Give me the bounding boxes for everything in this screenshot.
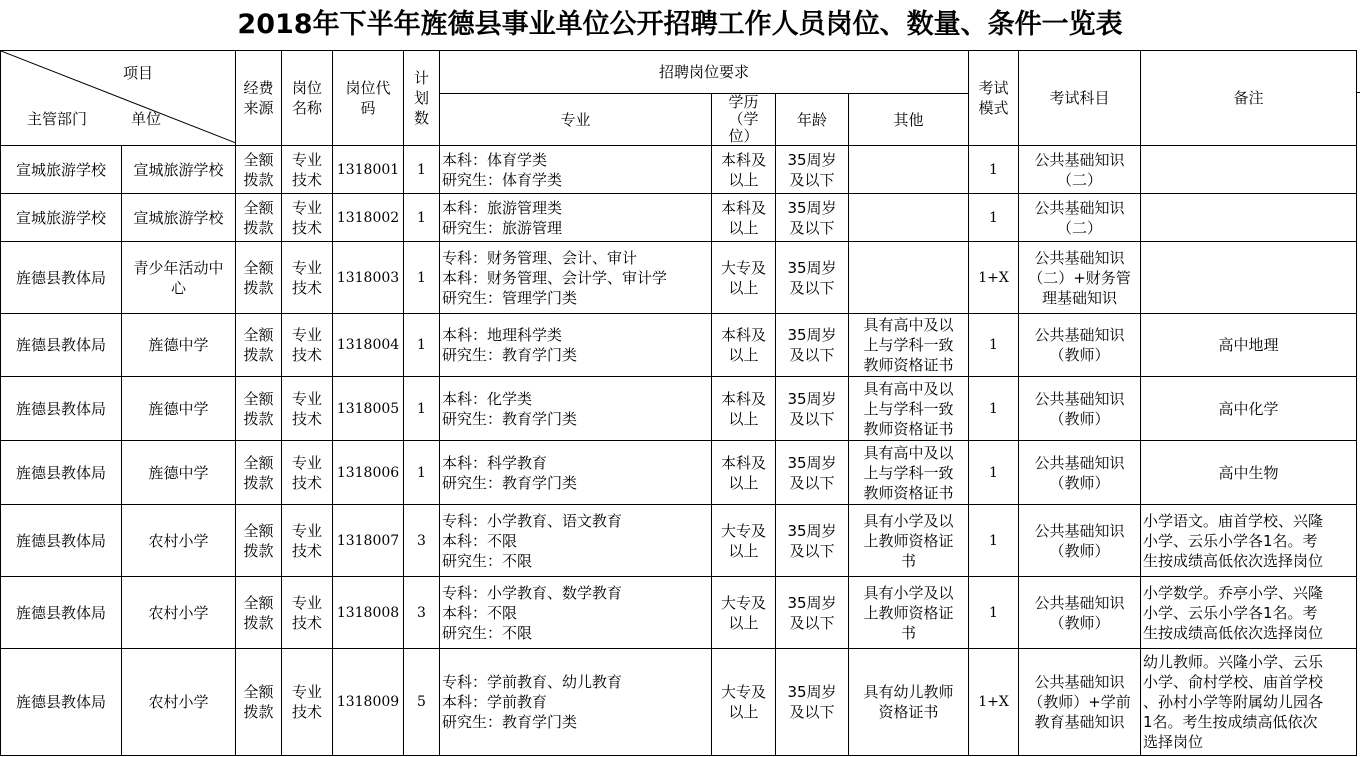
major-cell: 本科：科学教育 研究生：教育学门类	[440, 441, 712, 505]
post-code-cell: 1318009	[333, 649, 404, 756]
edu-cell: 大专及 以上	[712, 649, 776, 756]
exam-mode-cell: 1	[969, 194, 1019, 242]
exam-mode-cell: 1	[969, 577, 1019, 649]
post-code-cell: 1318001	[333, 146, 404, 194]
post-code-cell: 1318004	[333, 314, 404, 377]
exam-subject-cell: 公共基础知识 （教师）	[1019, 577, 1141, 649]
plan-cell: 1	[404, 441, 440, 505]
exam-subject-cell: 公共基础知识 （教师）	[1019, 314, 1141, 377]
remark-cell: 高中生物	[1141, 441, 1357, 505]
funding-cell: 全额 拨款	[236, 649, 282, 756]
table-row	[1, 577, 1357, 649]
edu-cell: 大专及 以上	[712, 505, 776, 577]
edu-cell: 本科及 以上	[712, 314, 776, 377]
plan-cell: 5	[404, 649, 440, 756]
project-header-cell	[1, 51, 236, 146]
funding-cell: 全额 拨款	[236, 377, 282, 441]
major-cell: 专科：小学教育、数学教育 本科：不限 研究生：不限	[440, 577, 712, 649]
other-cell: 具有高中及以 上与学科一致 教师资格证书	[849, 377, 969, 441]
edu-cell: 本科及 以上	[712, 441, 776, 505]
dept-header: 主管部门	[27, 110, 88, 128]
post-code-header: 岗位代 码	[333, 51, 404, 146]
post-code-cell: 1318007	[333, 505, 404, 577]
exam-subject-header: 考试科目	[1019, 51, 1141, 146]
remark-cell: 幼儿教师。兴隆小学、云乐 小学、俞村学校、庙首学校 、孙村小学等附属幼儿园各 1名。考生按成绩高低依次 选择岗位	[1141, 649, 1357, 756]
exam-subject-cell: 公共基础知识 （教师）+学前 教育基础知识	[1019, 649, 1141, 756]
dept-cell: 宣城旅游学校	[1, 194, 122, 242]
post-name-cell: 专业 技术	[282, 577, 333, 649]
requirements-header: 招聘岗位要求	[440, 51, 969, 94]
plan-cell: 3	[404, 577, 440, 649]
other-header: 其他	[849, 94, 969, 146]
remark-cell: 小学语文。庙首学校、兴隆 小学、云乐小学各1名。考 生按成绩高低依次选择岗位	[1141, 505, 1357, 577]
other-cell: 具有高中及以 上与学科一致 教师资格证书	[849, 314, 969, 377]
funding-cell: 全额 拨款	[236, 441, 282, 505]
unit-cell: 农村小学	[122, 649, 236, 756]
major-cell: 专科：学前教育、幼儿教育 本科：学前教育 研究生：教育学门类	[440, 649, 712, 756]
age-cell: 35周岁 及以下	[776, 242, 849, 314]
unit-header: 单位	[131, 110, 162, 128]
post-code-cell: 1318003	[333, 242, 404, 314]
funding-cell: 全额 拨款	[236, 146, 282, 194]
diagonal-line	[1, 51, 236, 143]
plan-cell: 1	[404, 242, 440, 314]
major-cell: 本科：化学类 研究生：教育学门类	[440, 377, 712, 441]
plan-header: 计 划 数	[404, 51, 440, 146]
post-name-cell: 专业 技术	[282, 377, 333, 441]
post-code-cell: 1318002	[333, 194, 404, 242]
dept-cell: 旌德县教体局	[1, 242, 122, 314]
major-header: 专业	[440, 94, 712, 146]
age-cell: 35周岁 及以下	[776, 146, 849, 194]
exam-subject-cell: 公共基础知识 （教师）	[1019, 441, 1141, 505]
post-name-cell: 专业 技术	[282, 441, 333, 505]
table-row	[1, 505, 1357, 577]
post-code-cell: 1318006	[333, 441, 404, 505]
dept-cell: 旌德县教体局	[1, 505, 122, 577]
dept-cell: 旌德县教体局	[1, 577, 122, 649]
exam-subject-cell: 公共基础知识 （二）+财务管 理基础知识	[1019, 242, 1141, 314]
post-name-cell: 专业 技术	[282, 505, 333, 577]
edu-cell: 本科及 以上	[712, 146, 776, 194]
plan-cell: 3	[404, 505, 440, 577]
exam-subject-cell: 公共基础知识 （教师）	[1019, 505, 1141, 577]
unit-cell: 旌德中学	[122, 441, 236, 505]
exam-subject-cell: 公共基础知识 （二）	[1019, 194, 1141, 242]
post-name-header: 岗位 名称	[282, 51, 333, 146]
post-name-cell: 专业 技术	[282, 314, 333, 377]
project-header: 项目	[123, 64, 154, 82]
unit-cell: 农村小学	[122, 577, 236, 649]
exam-mode-cell: 1	[969, 441, 1019, 505]
table-row	[1, 242, 1357, 314]
plan-cell: 1	[404, 194, 440, 242]
exam-mode-cell: 1	[969, 314, 1019, 377]
major-cell: 专科：小学教育、语文教育 本科：不限 研究生：不限	[440, 505, 712, 577]
dept-cell: 旌德县教体局	[1, 649, 122, 756]
age-header: 年龄	[776, 94, 849, 146]
unit-cell: 旌德中学	[122, 314, 236, 377]
major-cell: 本科：旅游管理类 研究生：旅游管理	[440, 194, 712, 242]
remark-cell	[1141, 242, 1357, 314]
remark-header: 备注	[1141, 51, 1357, 146]
remark-cell	[1141, 146, 1357, 194]
unit-cell: 宣城旅游学校	[122, 194, 236, 242]
table-row	[1, 146, 1357, 194]
table-row	[1, 377, 1357, 441]
post-code-cell: 1318005	[333, 377, 404, 441]
funding-cell: 全额 拨款	[236, 505, 282, 577]
edu-cell: 本科及 以上	[712, 194, 776, 242]
post-name-cell: 专业 技术	[282, 242, 333, 314]
other-cell	[849, 146, 969, 194]
exam-mode-cell: 1	[969, 377, 1019, 441]
table-row	[1, 441, 1357, 505]
dept-cell: 旌德县教体局	[1, 377, 122, 441]
funding-cell: 全额 拨款	[236, 314, 282, 377]
exam-mode-cell: 1	[969, 505, 1019, 577]
other-cell	[849, 242, 969, 314]
exam-mode-cell: 1+X	[969, 649, 1019, 756]
dept-cell: 宣城旅游学校	[1, 146, 122, 194]
page-title: 2018年下半年旌德县事业单位公开招聘工作人员岗位、数量、条件一览表	[237, 9, 1123, 40]
age-cell: 35周岁 及以下	[776, 377, 849, 441]
remark-cell	[1141, 194, 1357, 242]
other-cell: 具有小学及以 上教师资格证 书	[849, 505, 969, 577]
dept-cell: 旌德县教体局	[1, 314, 122, 377]
table-row	[1, 649, 1357, 756]
major-cell: 本科：地理科学类 研究生：教育学门类	[440, 314, 712, 377]
age-cell: 35周岁 及以下	[776, 441, 849, 505]
age-cell: 35周岁 及以下	[776, 577, 849, 649]
funding-cell: 全额 拨款	[236, 242, 282, 314]
age-cell: 35周岁 及以下	[776, 649, 849, 756]
unit-cell: 农村小学	[122, 505, 236, 577]
unit-cell: 青少年活动中 心	[122, 242, 236, 314]
post-name-cell: 专业 技术	[282, 146, 333, 194]
major-cell: 专科：财务管理、会计、审计 本科：财务管理、会计学、审计学 研究生：管理学门类	[440, 242, 712, 314]
remark-cell: 高中化学	[1141, 377, 1357, 441]
post-name-cell: 专业 技术	[282, 194, 333, 242]
unit-cell: 宣城旅游学校	[122, 146, 236, 194]
edu-cell: 大专及 以上	[712, 577, 776, 649]
remark-cell: 小学数学。乔亭小学、兴隆 小学、云乐小学各1名。考 生按成绩高低依次选择岗位	[1141, 577, 1357, 649]
plan-cell: 1	[404, 377, 440, 441]
exam-subject-cell: 公共基础知识 （教师）	[1019, 377, 1141, 441]
post-code-cell: 1318008	[333, 577, 404, 649]
other-cell: 具有小学及以 上教师资格证 书	[849, 577, 969, 649]
edu-cell: 本科及 以上	[712, 377, 776, 441]
recruitment-table	[0, 50, 1357, 756]
post-name-cell: 专业 技术	[282, 649, 333, 756]
other-cell: 具有幼儿教师 资格证书	[849, 649, 969, 756]
plan-cell: 1	[404, 146, 440, 194]
exam-mode-cell: 1	[969, 146, 1019, 194]
unit-cell: 旌德中学	[122, 377, 236, 441]
table-edge-line	[1356, 92, 1360, 143]
dept-cell: 旌德县教体局	[1, 441, 122, 505]
remark-cell: 高中地理	[1141, 314, 1357, 377]
table-row	[1, 194, 1357, 242]
edu-header: 学历 （学 位）	[712, 94, 776, 146]
other-cell	[849, 194, 969, 242]
funding-cell: 全额 拨款	[236, 194, 282, 242]
exam-subject-cell: 公共基础知识 （二）	[1019, 146, 1141, 194]
other-cell: 具有高中及以 上与学科一致 教师资格证书	[849, 441, 969, 505]
edu-cell: 大专及 以上	[712, 242, 776, 314]
plan-cell: 1	[404, 314, 440, 377]
exam-mode-header: 考试 模式	[969, 51, 1019, 146]
age-cell: 35周岁 及以下	[776, 194, 849, 242]
exam-mode-cell: 1+X	[969, 242, 1019, 314]
age-cell: 35周岁 及以下	[776, 314, 849, 377]
major-cell: 本科：体育学类 研究生：体育学类	[440, 146, 712, 194]
funding-header: 经费 来源	[236, 51, 282, 146]
table-row	[1, 314, 1357, 377]
age-cell: 35周岁 及以下	[776, 505, 849, 577]
funding-cell: 全额 拨款	[236, 577, 282, 649]
